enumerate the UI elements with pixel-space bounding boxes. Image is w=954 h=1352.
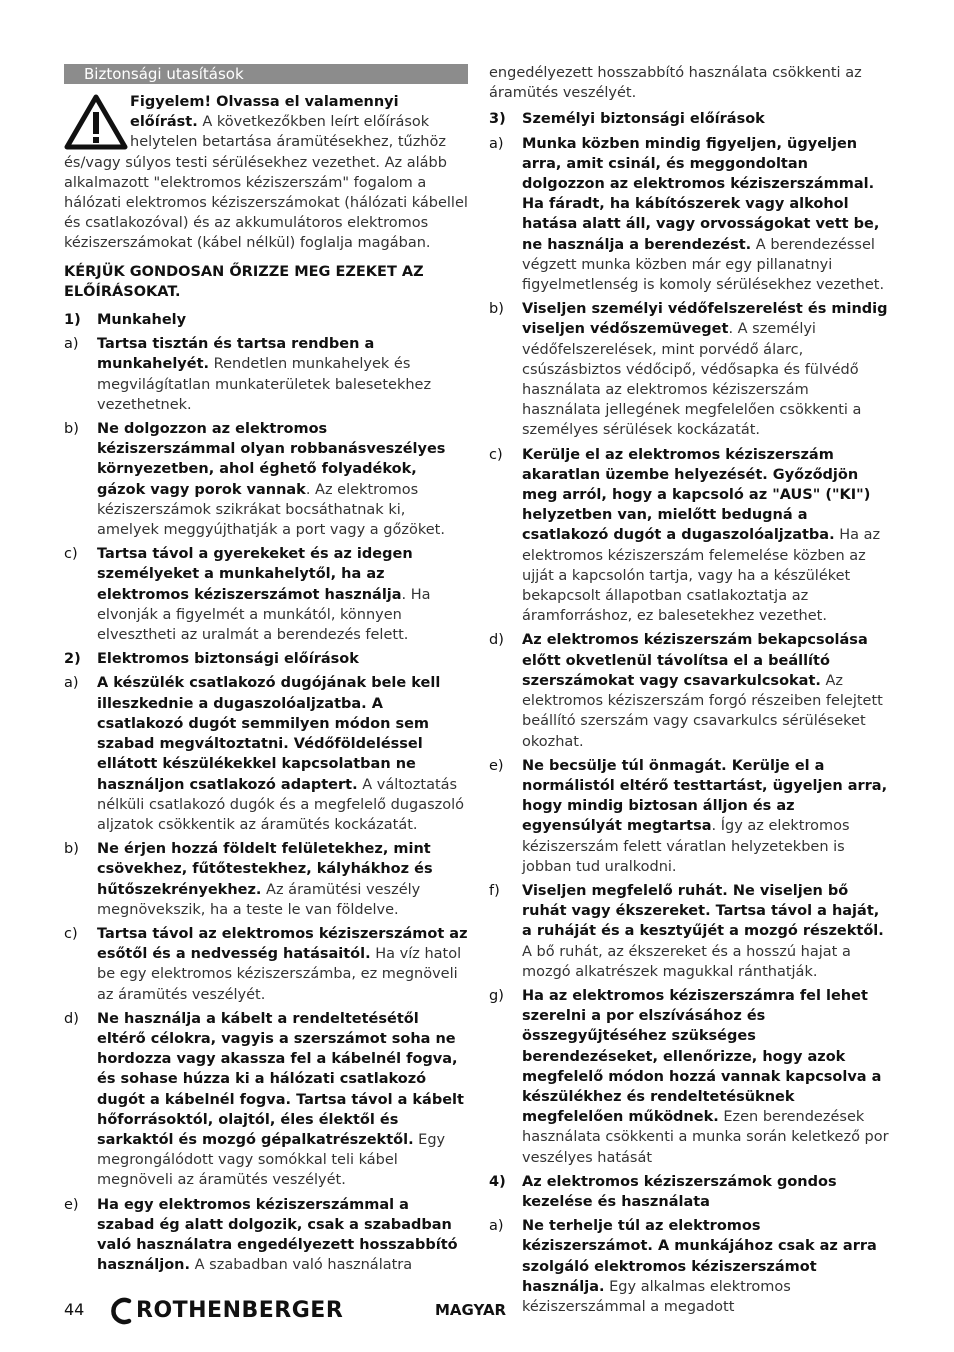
item-body — [97, 1195, 468, 1276]
warning-body: A következőkben leírt előírások helytelen betartása áramütésekhez, tűzhöz és/vagy súlyos testi sérülésekhez vezethet. Az alább alkalmazott "elektromos kéziszerszám" fogalom a hálózati elektromos kéziszerszámokat (hálózati kábellel és csatlakozóval) és az akkumulátoros elektromos kéziszerszámokat (kábel nélkül) foglalja magában. — [64, 114, 468, 252]
item-label: b) — [64, 421, 79, 438]
list-item — [489, 881, 889, 982]
list-item — [64, 544, 468, 645]
list-item — [489, 756, 889, 877]
item-text: . Ha elvonják a figyelmét a munkától, könnyen elvesztheti az uralmát a berendezés felett. — [97, 586, 431, 644]
item-label: d) — [489, 632, 504, 649]
item-body — [522, 986, 889, 1168]
list-item — [64, 924, 468, 1005]
left-list — [64, 310, 468, 1275]
item-bold-text: Tartsa tisztán és tartsa rendben a munkahelyét. — [97, 336, 375, 373]
item-label: c) — [64, 925, 78, 942]
section-heading — [489, 1172, 889, 1212]
list-item — [64, 1009, 468, 1191]
item-body — [97, 673, 468, 835]
item-label: g) — [489, 987, 504, 1004]
item-label: c) — [489, 446, 503, 463]
section-number: 3) — [489, 111, 506, 128]
footer — [64, 1298, 894, 1328]
warning-lead: Figyelem! Olvassa el valamennyi előírást. — [130, 94, 399, 131]
list-item — [64, 334, 468, 415]
page-number: 44 — [64, 1300, 85, 1319]
item-text: Egy megrongálódott vagy somókkal teli kábel megnöveli az áramütés veszélyét. — [97, 1131, 446, 1189]
item-label: e) — [64, 1196, 79, 1213]
keep-notice: KÉRJÜK GONDOSAN ŐRIZZE MEG EZEKET AZ ELŐÍRÁSOKAT. — [64, 263, 424, 300]
section-number: 2) — [64, 651, 81, 668]
item-body — [522, 299, 889, 440]
logo-text: ROTHENBERGER — [136, 1297, 344, 1323]
item-body — [522, 630, 889, 751]
item-label: b) — [489, 301, 504, 318]
list-item — [64, 1195, 468, 1276]
item-text: A változtatás nélküli csatlakozó dugók és a megfelelő dugaszoló aljzatok csökkentik az áramütés kockázatát. — [97, 776, 465, 833]
item-bold-text: Az elektromos kéziszerszám bekapcsolása előtt okvetlenül távolítsa el a beállító szerszámokat vagy csavarkulcsokat. — [522, 632, 868, 689]
list-item — [489, 299, 889, 440]
item-text: Ha az elektromos kéziszerszám felemelése közben az ujját a kapcsolón tartja, vagy ha a készüléket bekapcsolt állapotban csatlakoztatja az áramforráshoz, ez balesetekhez vezethet. — [522, 527, 881, 625]
item-text: Az áramütési veszély megnövekszik, ha a teste le van földelve. — [97, 881, 421, 918]
item-text: A berendezéssel végzett munka közben már egy pillanatnyi figyelmetlenség is komoly sérülésekhez vezethet. — [522, 236, 885, 294]
item-label: b) — [64, 841, 79, 858]
item-text: Az elektromos kéziszerszám forgó részeiben felejtett beállító szerszám vagy csavarkulcs sérüléseket okozhat. — [522, 672, 883, 750]
item-label: a) — [64, 336, 79, 353]
item-bold-text: Viseljen személyi védőfelszerelést és mindig viseljen védőszemüveget — [522, 301, 888, 338]
list-item — [489, 630, 889, 751]
item-text: Rendetlen munkahelyek és megvilágítatlan munkaterületek balesetekhez vezethetnek. — [97, 356, 432, 413]
section-heading-text: Személyi biztonsági előírások — [522, 111, 765, 128]
list-item — [489, 134, 889, 296]
item-bold-text: Tartsa távol a gyerekeket és az idegen személyeket a munkahelytől, ha az elektromos kéziszerszámot használja — [97, 546, 413, 603]
list-item — [64, 673, 468, 835]
warning-triangle-icon — [64, 94, 128, 150]
item-bold-text: Ha egy elektromos kéziszerszámmal a szabad ég alatt dolgozik, csak a szabadban való használatra engedélyezett hosszabbító használjon. — [97, 1196, 458, 1274]
item-bold-text: Munka közben mindig figyeljen, ügyeljen arra, amit csinál, és meggondoltan dolgozzon az elektromos kéziszerszámmal. Ha fáradt, ha kábítószerek vagy alkohol hatása alatt áll, vagy orvosságokat vett be, ne használja a berendezést. — [522, 135, 880, 253]
logo-mark-icon — [108, 1297, 134, 1325]
item-label: f) — [489, 882, 500, 899]
section-heading-text: Az elektromos kéziszerszámok gondos kezelése és használata — [522, 1173, 837, 1210]
item-bold-text: Ne terhelje túl az elektromos kéziszerszámot. A munkájához csak az arra szolgáló elektromos kéziszerszámot használja. — [522, 1218, 877, 1295]
item-label: e) — [489, 757, 504, 774]
item-text: Ha víz hatol be egy elektromos kéziszerszámba, ez megnöveli az áramütés veszélyét. — [97, 946, 462, 1003]
item-text: . Így az elektromos kéziszerszám felett váratlan helyzetekben is jobban tud uralkodni. — [522, 818, 850, 875]
item-bold-text: Tartsa távol az elektromos kéziszerszámot az esőtől és a nedvesség hatásaitól. — [97, 925, 468, 963]
item-label: a) — [489, 1218, 504, 1235]
section-title: Biztonsági utasítások — [64, 64, 468, 84]
left-column — [64, 64, 468, 1279]
item-text: A szabadban való használatra — [190, 1257, 413, 1274]
list-item — [64, 839, 468, 920]
warning-block — [64, 92, 468, 254]
item-bold-text: Viseljen megfelelő ruhát. Ne viseljen bő ruhát vagy ékszereket. Tartsa távol a haját, a ruháját és a kesztyűjét a mozgó részektől. — [522, 882, 884, 940]
continuation-text: engedélyezett hosszabbító használata csökkenti az áramütés veszélyét. — [489, 65, 862, 102]
item-text: A bő ruhát, az ékszereket és a hosszú hajat a mozgó alkatrészek magukkal ránthatják. — [522, 943, 851, 980]
section-heading-text: Elektromos biztonsági előírások — [97, 651, 359, 668]
item-body — [97, 544, 468, 645]
item-text: Egy alkalmas elektromos kéziszerszámmal a megadott — [522, 1278, 791, 1315]
right-list — [489, 109, 889, 1317]
section-heading — [64, 649, 468, 669]
item-body — [97, 924, 468, 1005]
item-body — [522, 756, 889, 877]
item-bold-text: Ha az elektromos kéziszerszámra fel lehet szerelni a por elszívásához és összegyűjtéséhez szükséges berendezéseket, ellenőrizze, hogy azok megfelelő módon hozzá vannak kapcsolva a készülékhez és rendeltetésüknek megfelelően működnek. — [522, 987, 882, 1126]
item-body — [97, 419, 468, 540]
item-bold-text: Ne becsülje túl önmagát. Kerülje el a normálistól eltérő testtartást, ügyeljen arra, hogy mindig biztosan álljon és az egyensúlyát megtartsa — [522, 757, 888, 835]
item-bold-text: A készülék csatlakozó dugójának bele kell illeszkednie a dugaszolóaljzatba. A csatlakozó dugót semmilyen módon sem szabad megváltoztatni. Védőföldeléssel ellátott készülékekkel kapcsolatban ne használjon csatlakozó adaptert. — [97, 675, 441, 793]
item-body — [522, 445, 889, 627]
section-number: 4) — [489, 1173, 506, 1190]
item-label: a) — [489, 135, 504, 152]
language-label: MAGYAR — [435, 1301, 507, 1319]
item-body — [97, 839, 468, 920]
item-bold-text: Ne dolgozzon az elektromos kéziszerszámmal olyan robbanásveszélyes környezetben, ahol éghető folyadékok, gázok vagy porok vannak — [97, 421, 446, 498]
section-heading — [489, 109, 889, 129]
item-text: . Az elektromos kéziszerszámok szikrákat bocsáthatnak ki, amelyek meggyújthatják a port vagy a gőzöket. — [97, 481, 445, 539]
item-body — [97, 1009, 468, 1191]
item-bold-text: Kerülje el az elektromos kéziszerszám akaratlan üzembe helyezését. Győződjön meg arról, hogy a kapcsoló az "AUS" ("KI") helyzetben van, mielőtt bedugná a csatlakozó dugót a dugaszolóaljzatba. — [522, 446, 871, 544]
section-number: 1) — [64, 312, 81, 329]
item-label: c) — [64, 546, 78, 563]
item-bold-text: Ne érjen hozzá földelt felületekhez, mint csövekhez, fűtőtestekhez, kályhákhoz és hűtőszekrényekhez. — [97, 841, 433, 898]
list-item — [489, 986, 889, 1168]
list-item — [489, 445, 889, 627]
item-body — [97, 334, 468, 415]
section-heading-text: Munkahely — [97, 312, 187, 329]
section-heading — [64, 310, 468, 330]
right-column — [489, 63, 889, 1321]
item-text: . A személyi védőfelszerelések, mint porvédő álarc, csúszásbiztos védőcipő, védősapka és fülvédő használata az elektromos kéziszerszám használata jellegének megfelelően csökkenti a személyes sérülések kockázatát. — [522, 321, 862, 439]
brand-logo — [108, 1296, 343, 1326]
item-bold-text: Ne használja a kábelt a rendeltetésétől eltérő célokra, vagyis a szerszámot soha ne hordozza vagy akassza fel a kábelnél fogva, és sohase húzza ki a hálózati csatlakozó dugót a kábelnél fogva. Tartsa távol a kábelt hőforrásoktól, olajtól, éles élektől és sarkaktól és mozgó gépalkatrészektől. — [97, 1010, 464, 1148]
item-body — [522, 881, 889, 982]
list-item — [64, 419, 468, 540]
item-label: a) — [64, 675, 79, 692]
item-body — [522, 134, 889, 296]
item-text: Ezen berendezések használata csökkenti a munka során keletkező por veszélyes hatását — [522, 1109, 889, 1166]
item-label: d) — [64, 1010, 79, 1027]
